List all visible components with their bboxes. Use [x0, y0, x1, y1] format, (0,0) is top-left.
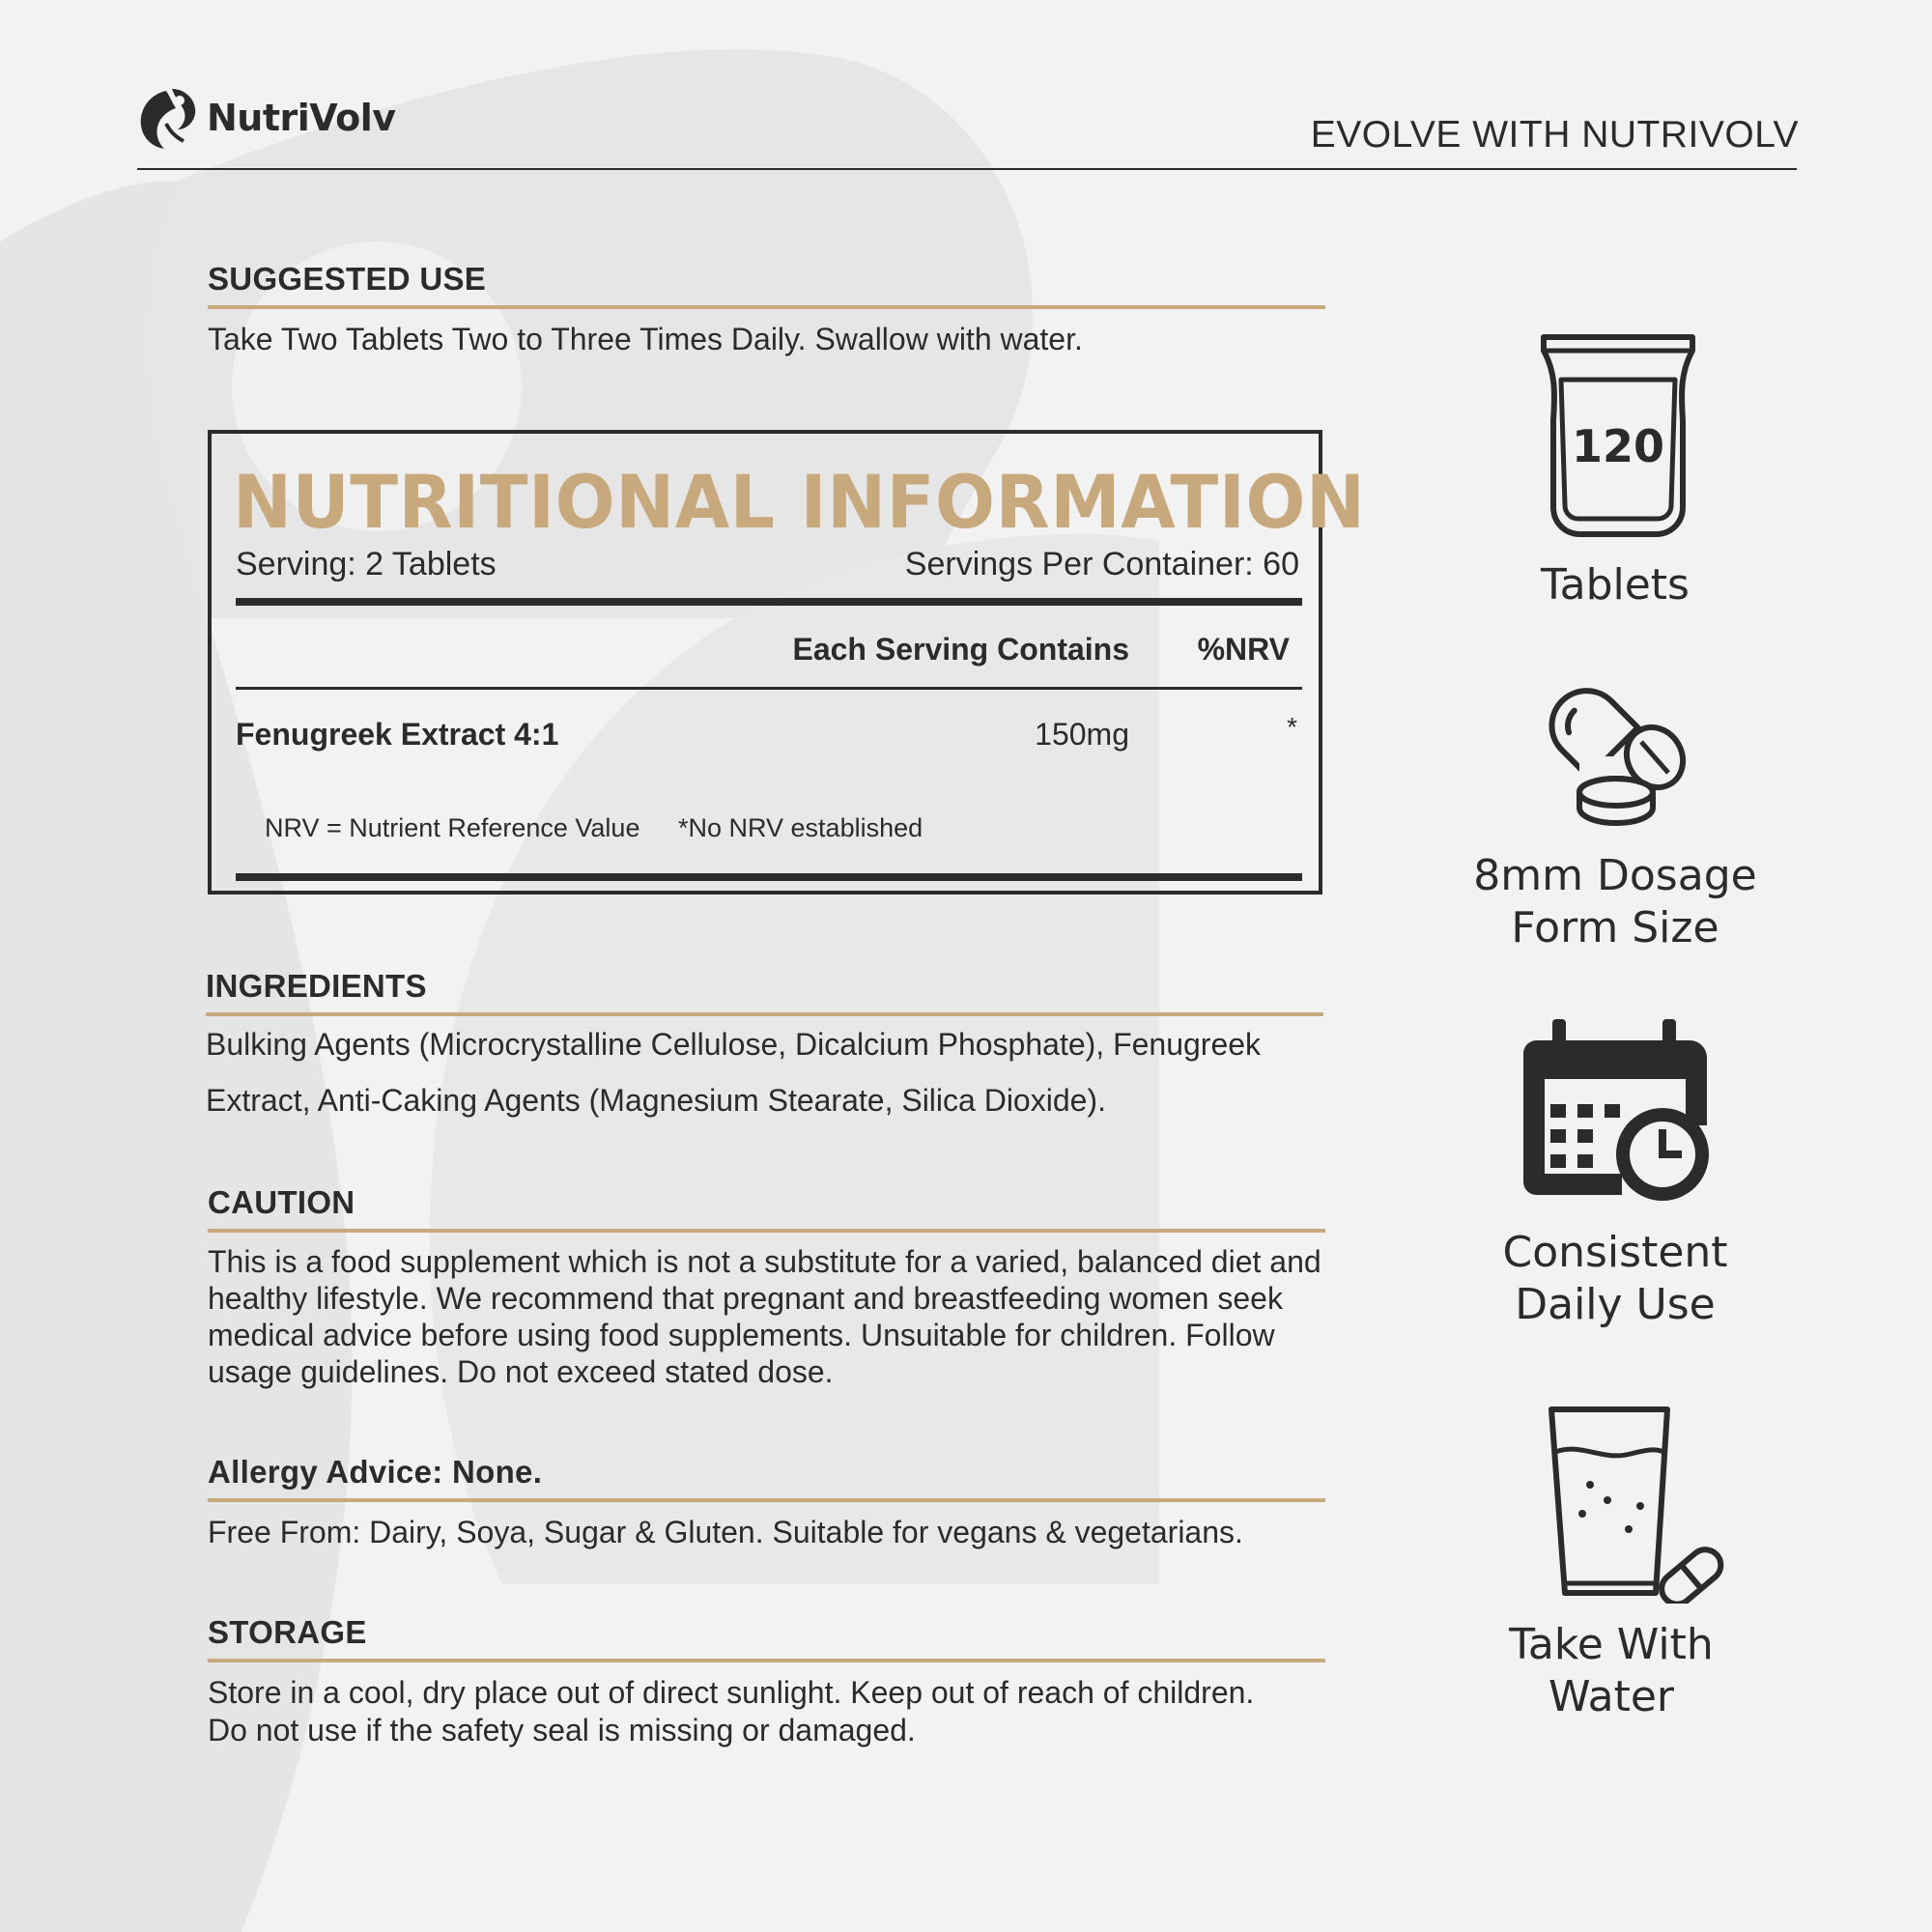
- feature-daily-line-2: Daily Use: [1515, 1280, 1716, 1329]
- column-each-serving: Each Serving Contains: [792, 632, 1129, 667]
- nutrition-panel: [208, 430, 1366, 895]
- column-nrv: %NRV: [1197, 632, 1290, 667]
- suggested-use-text: Take Two Tablets Two to Three Times Daily. Swallow with water.: [208, 322, 1083, 356]
- feature-daily-line-1: Consistent: [1502, 1228, 1728, 1277]
- ingredients-line-2: Extract, Anti-Caking Agents (Magnesium Stearate, Silica Dioxide).: [206, 1083, 1106, 1118]
- water-glass-icon: [1544, 1406, 1727, 1604]
- feature-label-water: [1408, 1619, 1814, 1723]
- nutrition-bottom-divider: [236, 873, 1302, 881]
- footnote-no-nrv: *No NRV established: [678, 813, 923, 842]
- header-divider: [137, 168, 1797, 170]
- pouch-count: 120: [1571, 420, 1665, 472]
- capsule-tablet-icon: [1541, 674, 1695, 834]
- brand-name: NutriVolv: [207, 97, 396, 139]
- nutrition-thin-divider: [236, 687, 1302, 690]
- brand-tagline: EVOLVE WITH NUTRIVOLV: [1310, 114, 1799, 156]
- feature-tablets-line-1: Tablets: [1541, 560, 1690, 610]
- caution-line-2: healthy lifestyle. We recommend that pregnant and breastfeeding women seek: [208, 1281, 1283, 1316]
- servings-per-container: Servings Per Container: 60: [904, 546, 1299, 582]
- nutrition-thick-divider: [236, 598, 1302, 606]
- storage-heading: STORAGE: [208, 1614, 1325, 1662]
- allergy-text: Free From: Dairy, Soya, Sugar & Gluten. Suitable for vegans & vegetarians.: [208, 1515, 1243, 1549]
- pouch-icon: [1536, 333, 1700, 541]
- brand-logo: [137, 85, 396, 151]
- feature-dosage-line-2: Form Size: [1511, 903, 1719, 952]
- storage-line-1: Store in a cool, dry place out of direct sunlight. Keep out of reach of children.: [208, 1675, 1255, 1710]
- caution-line-1: This is a food supplement which is not a substitute for a varied, balanced diet and: [208, 1244, 1321, 1279]
- caution-heading: CAUTION: [208, 1184, 1325, 1233]
- footnote-nrv-definition: NRV = Nutrient Reference Value: [265, 813, 640, 842]
- feature-label-tablets: [1412, 559, 1818, 611]
- storage-line-2: Do not use if the safety seal is missing or damaged.: [208, 1713, 916, 1747]
- ingredients-line-1: Bulking Agents (Microcrystalline Cellulose, Dicalcium Phosphate), Fenugreek: [206, 1027, 1262, 1062]
- serving-size: Serving: 2 Tablets: [236, 546, 497, 582]
- feature-label-daily-use: [1412, 1227, 1818, 1331]
- feature-water-line-2: Water: [1548, 1672, 1675, 1721]
- feature-water-line-1: Take With: [1509, 1620, 1714, 1669]
- calendar-clock-icon: [1521, 1019, 1715, 1208]
- caution-line-4: usage guidelines. Do not exceed stated dose.: [208, 1354, 834, 1389]
- feature-label-dosage: [1412, 850, 1818, 954]
- feature-dosage-line-1: 8mm Dosage: [1473, 851, 1757, 900]
- ingredients-heading: INGREDIENTS: [206, 968, 1323, 1016]
- suggested-use-heading: SUGGESTED USE: [208, 261, 1325, 309]
- brand-mark-icon: [137, 85, 199, 151]
- nutrient-amount: 150mg: [1035, 717, 1129, 752]
- nutrient-name: Fenugreek Extract 4:1: [236, 717, 559, 752]
- nutrition-title: NUTRITIONAL INFORMATION: [233, 459, 1366, 545]
- caution-line-3: medical advice before using food supplements. Unsuitable for children. Follow: [208, 1318, 1275, 1352]
- nutrient-nrv: *: [1287, 712, 1297, 742]
- allergy-heading: Allergy Advice: None.: [208, 1454, 1325, 1502]
